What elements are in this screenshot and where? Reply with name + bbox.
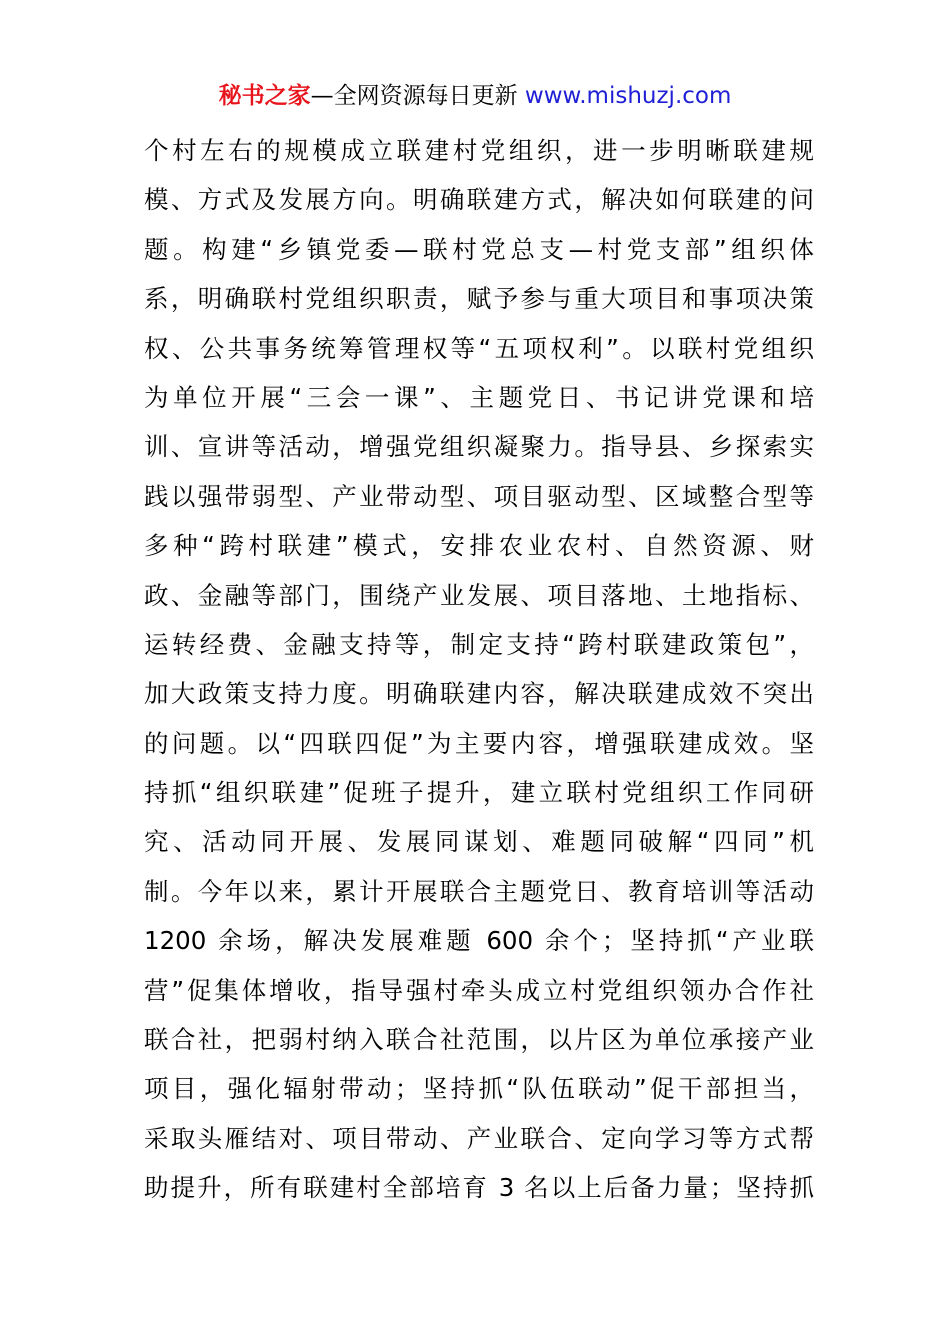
text-line: 政、金融等部门，围绕产业发展、项目落地、土地指标、 <box>144 580 814 610</box>
header-tagline: —全网资源每日更新 <box>310 83 525 109</box>
text-line: 究、活动同开展、发展同谋划、难题同破解“四同”机 <box>144 827 814 857</box>
site-url[interactable]: www.mishuzj.com <box>524 83 732 109</box>
text-line: 项目，强化辐射带动；坚持抓“队伍联动”促干部担当， <box>144 1074 814 1104</box>
text-line: 运转经费、金融支持等，制定支持“跨村联建政策包”， <box>144 629 814 659</box>
text-line: 权、公共事务统筹管理权等“五项权利”。以联村党组织 <box>144 333 814 363</box>
brand-name: 秘书之家 <box>218 83 311 109</box>
text-line: 持抓“组织联建”促班子提升，建立联村党组织工作同研 <box>144 778 814 808</box>
text-line: 题。构建“乡镇党委—联村党总支—村党支部”组织体 <box>144 234 814 264</box>
text-line: 个村左右的规模成立联建村党组织，进一步明晰联建规 <box>144 136 814 165</box>
document-body <box>144 126 814 1213</box>
text-line: 系，明确联村党组织职责，赋予参与重大项目和事项决策 <box>144 284 814 314</box>
text-line: 助提升，所有联建村全部培育 3 名以上后备力量；坚持抓 <box>144 1173 814 1203</box>
text-line: 制。今年以来，累计开展联合主题党日、教育培训等活动 <box>144 876 814 906</box>
text-line: 多种“跨村联建”模式，安排农业农村、自然资源、财 <box>144 531 814 561</box>
text-line: 模、方式及发展方向。明确联建方式，解决如何联建的问 <box>144 185 814 215</box>
text-line: 联合社，把弱村纳入联合社范围，以片区为单位承接产业 <box>144 1025 814 1055</box>
text-line: 的问题。以“四联四促”为主要内容，增强联建成效。坚 <box>144 728 814 758</box>
text-line: 加大政策支持力度。明确联建内容，解决联建成效不突出 <box>144 679 814 709</box>
page-header <box>0 80 950 112</box>
text-line: 营”促集体增收，指导强村牵头成立村党组织领办合作社 <box>144 975 814 1005</box>
text-line: 1200 余场，解决发展难题 600 余个；坚持抓“产业联 <box>144 926 814 956</box>
text-line: 践以强带弱型、产业带动型、项目驱动型、区域整合型等 <box>144 481 814 511</box>
text-line: 采取头雁结对、项目带动、产业联合、定向学习等方式帮 <box>144 1123 814 1153</box>
text-line: 为单位开展“三会一课”、主题党日、书记讲党课和培 <box>144 382 814 412</box>
text-line: 训、宣讲等活动，增强党组织凝聚力。指导县、乡探索实 <box>144 432 814 462</box>
